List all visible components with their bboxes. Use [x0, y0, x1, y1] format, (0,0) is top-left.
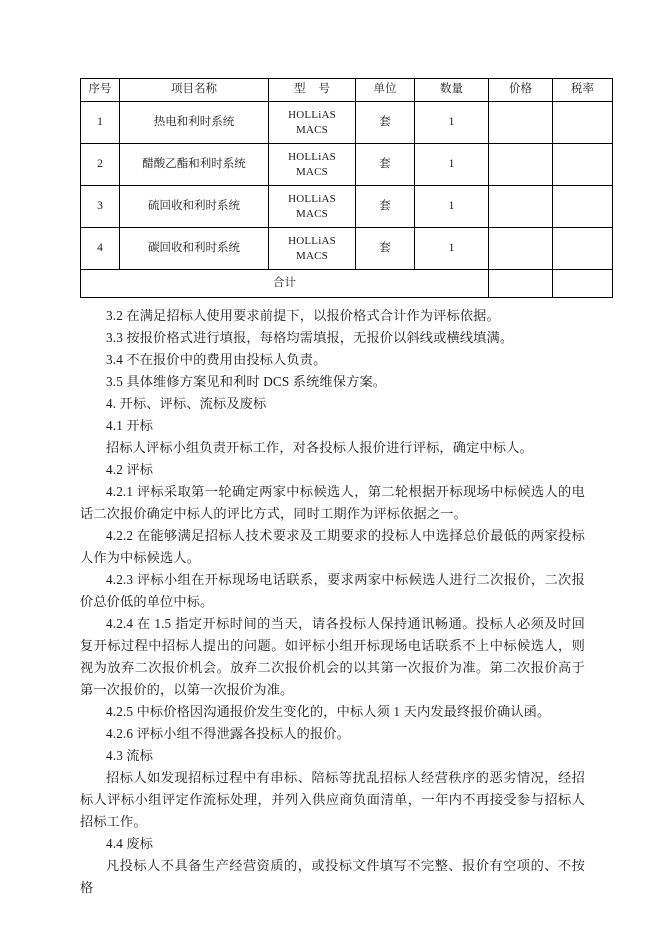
cell-tax — [553, 228, 613, 270]
cell-unit: 套 — [356, 102, 415, 144]
header-cell-seq: 序号 — [81, 79, 120, 102]
cell-seq: 2 — [81, 144, 120, 186]
paragraph-3-2: 3.2 在满足招标人使用要求前提下，以报价格式合计作为评标依据。 — [106, 308, 500, 323]
cell-seq: 3 — [81, 186, 120, 228]
cell-model — [269, 144, 356, 186]
heading-4-4: 4.4 废标 — [106, 836, 154, 851]
paragraph-3-3: 3.3 按报价格式进行填报，每格均需填报，无报价以斜线或横线填满。 — [106, 330, 514, 345]
cell-unit: 套 — [356, 144, 415, 186]
header-model-part2: 号 — [318, 83, 330, 96]
cell-model — [269, 228, 356, 270]
paragraph-3-4: 3.4 不在报价中的费用由投标人负责。 — [106, 352, 327, 367]
cell-tax — [553, 144, 613, 186]
table-row — [81, 186, 613, 228]
header-cell-qty: 数量 — [415, 79, 489, 102]
header-cell-model — [269, 79, 356, 102]
model-line-1: HOLLiAS — [288, 150, 336, 163]
cell-name: 热电和利时系统 — [120, 102, 269, 144]
paragraph-3-5: 3.5 具体维修方案见和利时 DCS 系统维保方案。 — [106, 374, 387, 389]
body-text — [80, 305, 585, 899]
cell-price — [489, 144, 553, 186]
paragraph-4-2-5: 4.2.5 中标价格因沟通报价发生变化的，中标人须 1 天内发最终报价确认函。 — [106, 704, 551, 719]
paragraph-4-4-body: 凡投标人不具备生产经营资质的，或投标文件填写不完整、报价有空项的、不按格 — [80, 858, 585, 895]
cell-qty: 1 — [415, 186, 489, 228]
header-cell-unit: 单位 — [356, 79, 415, 102]
heading-4-1: 4.1 开标 — [106, 418, 154, 433]
cell-qty: 1 — [415, 144, 489, 186]
total-price — [489, 270, 553, 298]
model-line-2: MACS — [296, 249, 328, 262]
cell-name: 醋酸乙酯和利时系统 — [120, 144, 269, 186]
cell-model — [269, 102, 356, 144]
heading-4-2: 4.2 评标 — [106, 462, 154, 477]
table-row — [81, 144, 613, 186]
cell-tax — [553, 186, 613, 228]
header-model-part1: 型 — [294, 83, 306, 96]
paragraph-4-2-4: 4.2.4 在 1.5 指定开标时间的当天，请各投标人保持通讯畅通。投标人必须及时回复开标过程中招标人提出的问题。如评标小组开标现场电话联系不上中标候选人，则视为放弃二次报价机会。放弃二次报价机会的以其第一次报价为准。第二次报价高于第一次报价的，以第一次报价为准。 — [80, 616, 585, 697]
header-cell-price: 价格 — [489, 79, 553, 102]
header-cell-name: 项目名称 — [120, 79, 269, 102]
paragraph-4-3-body: 招标人如发现招标过程中有串标、陪标等扰乱招标人经营秩序的恶劣情况，经招标人评标小组评定作流标处理，并列入供应商负面清单，一年内不再接受参与招标人招标工作。 — [80, 770, 585, 829]
model-line-2: MACS — [296, 165, 328, 178]
table-total-row — [81, 270, 613, 298]
table-header-row — [81, 79, 613, 102]
cell-price — [489, 186, 553, 228]
paragraph-4-2-3: 4.2.3 评标小组在开标现场电话联系，要求两家中标候选人进行二次报价，二次报价总价低的单位中标。 — [80, 572, 585, 609]
model-line-2: MACS — [296, 123, 328, 136]
page-content — [80, 78, 594, 899]
model-line-1: HOLLiAS — [288, 108, 336, 121]
total-label: 合计 — [81, 270, 489, 298]
total-tax — [553, 270, 613, 298]
cell-qty: 1 — [415, 102, 489, 144]
cell-model — [269, 186, 356, 228]
cell-price — [489, 228, 553, 270]
cell-name: 碳回收和利时系统 — [120, 228, 269, 270]
cell-unit: 套 — [356, 186, 415, 228]
paragraph-4-2-2: 4.2.2 在能够满足招标人技术要求及工期要求的投标人中选择总价最低的两家投标人作为中标候选人。 — [80, 528, 585, 565]
model-line-1: HOLLiAS — [288, 234, 336, 247]
bid-quotation-table — [80, 78, 613, 298]
model-line-2: MACS — [296, 207, 328, 220]
table-row — [81, 102, 613, 144]
cell-name: 硫回收和利时系统 — [120, 186, 269, 228]
heading-4: 4. 开标、评标、流标及废标 — [106, 396, 267, 411]
table-row — [81, 228, 613, 270]
paragraph-4-1-body: 招标人评标小组负责开标工作，对各投标人报价进行评标，确定中标人。 — [106, 440, 533, 455]
cell-seq: 1 — [81, 102, 120, 144]
model-line-1: HOLLiAS — [288, 192, 336, 205]
paragraph-4-2-6: 4.2.6 评标小组不得泄露各投标人的报价。 — [106, 726, 350, 741]
cell-seq: 4 — [81, 228, 120, 270]
cell-price — [489, 102, 553, 144]
cell-tax — [553, 102, 613, 144]
heading-4-3: 4.3 流标 — [106, 748, 154, 763]
cell-qty: 1 — [415, 228, 489, 270]
paragraph-4-2-1: 4.2.1 评标采取第一轮确定两家中标候选人，第二轮根据开标现场中标候选人的电话二次报价确定中标人的评比方式，同时工期作为评标依据之一。 — [80, 484, 585, 521]
cell-unit: 套 — [356, 228, 415, 270]
header-cell-tax: 税率 — [553, 79, 613, 102]
